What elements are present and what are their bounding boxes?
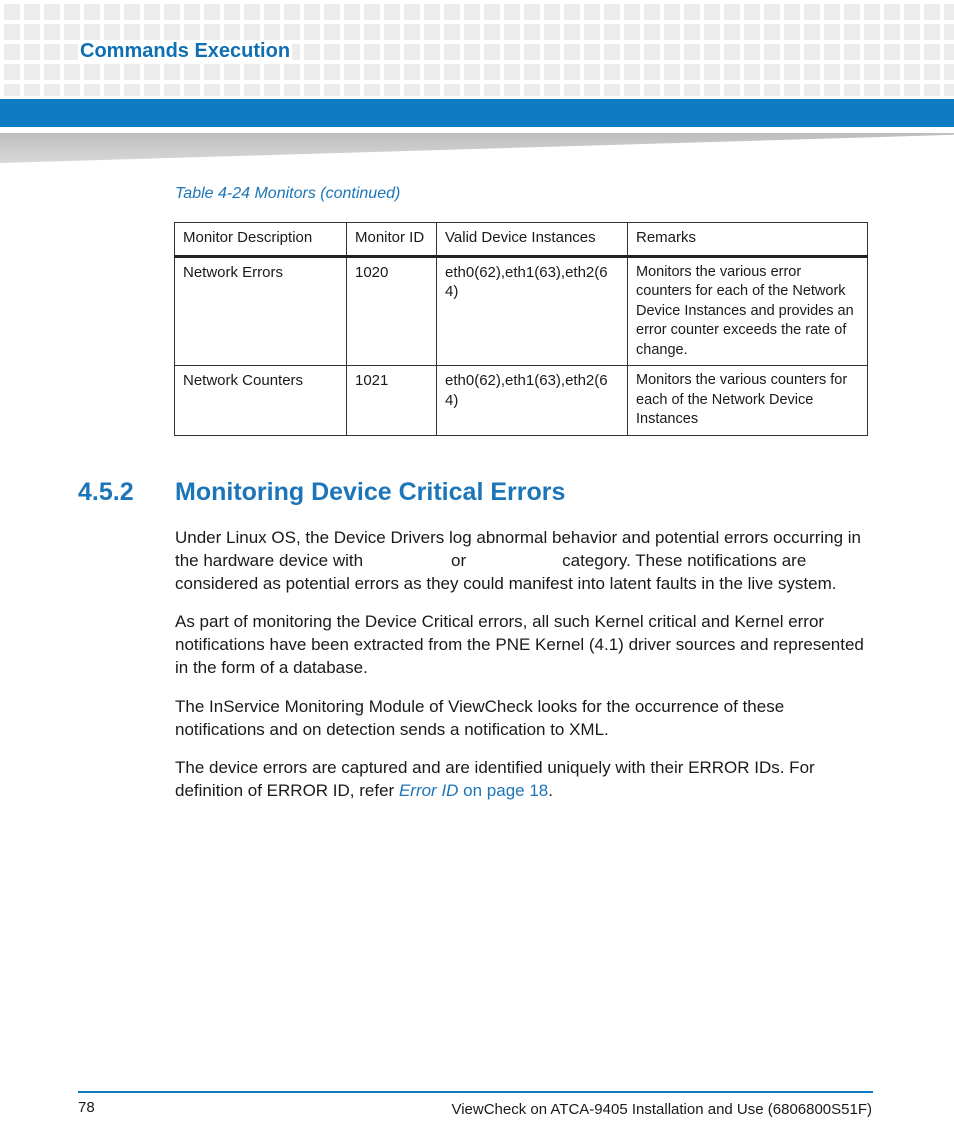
monitor-id: 1020	[347, 256, 437, 366]
error-id-link[interactable]: Error ID	[398, 781, 459, 800]
paragraph: As part of monitoring the Device Critical errors, all such Kernel critical and Kernel error notifications have been extracted from the PNE Kernel (4.1) driver sources and represented in the form of a database.	[175, 612, 864, 677]
section-heading	[78, 478, 565, 507]
table-header-row	[175, 223, 868, 257]
paragraph	[175, 526, 872, 595]
monitor-description: Network Errors	[175, 256, 347, 366]
table-caption: Table 4-24 Monitors (continued)	[175, 185, 401, 202]
section-title: Monitoring Device Critical Errors	[175, 478, 566, 506]
valid-device-instances: eth0(62),eth1(63),eth2(64)	[437, 256, 628, 366]
paragraph-text: .	[548, 781, 553, 800]
table-row	[175, 366, 868, 436]
paragraph: The InService Monitoring Module of ViewCheck looks for the occurrence of these notifications and on detection sends a notification to XML.	[175, 697, 785, 739]
paragraph-text: or	[451, 551, 467, 570]
column-header: Monitor Description	[175, 223, 347, 257]
page-number: 78	[78, 1099, 95, 1116]
remarks: Monitors the various error counters for each of the Network Device Instances and provides an error counter exceeds the rate of change.	[628, 256, 868, 366]
monitor-description: Network Counters	[175, 366, 347, 436]
page-link[interactable]: on page 18	[463, 781, 549, 800]
header-blue-bar	[0, 99, 954, 127]
paragraph-text: The device errors are captured and are identified uniquely with their ERROR IDs. For definition of ERROR ID, refer	[175, 758, 815, 800]
paragraph	[175, 756, 872, 802]
paragraph-text: category. These notifications are considered as potential errors as they could manifest into latent faults in the live system.	[175, 551, 837, 593]
column-header: Monitor ID	[347, 223, 437, 257]
column-header: Remarks	[628, 223, 868, 257]
footer-doc-title: ViewCheck on ATCA-9405 Installation and Use (6806800S51F)	[451, 1101, 872, 1118]
monitor-id: 1021	[347, 366, 437, 436]
section-number: 4.5.2	[78, 478, 134, 506]
header-gray-swoosh	[0, 133, 954, 163]
valid-device-instances: eth0(62),eth1(63),eth2(64)	[437, 366, 628, 436]
chapter-title: Commands Execution	[80, 40, 291, 62]
paragraph-text: Under Linux OS, the Device Drivers log abnormal behavior and potential errors occurring in the hardware device with	[175, 528, 862, 570]
table-row	[175, 256, 868, 366]
monitors-table	[174, 222, 868, 436]
column-header: Valid Device Instances	[437, 223, 628, 257]
footer-divider	[78, 1091, 873, 1093]
remarks: Monitors the various counters for each of the Network Device Instances	[628, 366, 868, 436]
